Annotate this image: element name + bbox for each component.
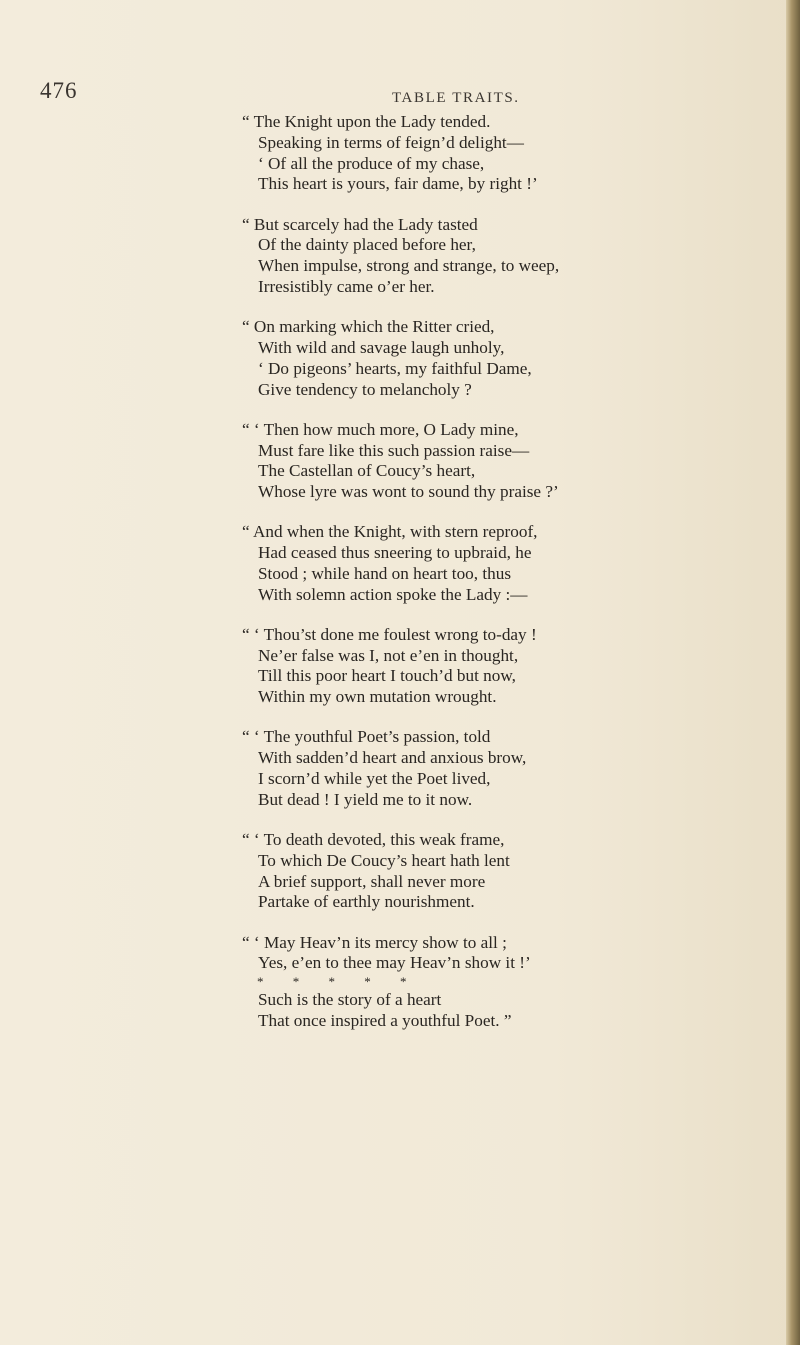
poem-line: Irresistibly came o’er her. — [258, 276, 435, 296]
poem-line: “ And when the Knight, with stern reproof, — [242, 522, 538, 542]
stanza-4 — [0, 420, 790, 503]
poem-line: Within my own mutation wrought. — [258, 687, 497, 707]
poem-line: Whose lyre was wont to sound thy praise ?’ — [258, 482, 559, 502]
stanza-5 — [0, 522, 790, 605]
stanza-7 — [0, 727, 790, 810]
page-binding-edge — [786, 0, 800, 1345]
poem-line: That once inspired a youthful Poet. ” — [258, 1011, 512, 1031]
poem-line: With wild and savage laugh unholy, — [258, 337, 505, 357]
poem-line: Give tendency to melancholy ? — [258, 379, 472, 399]
poem-line: “ ‘ To death devoted, this weak frame, — [242, 830, 505, 850]
poem-line: When impulse, strong and strange, to weep, — [258, 256, 560, 276]
poem-line: This heart is yours, fair dame, by right !’ — [258, 174, 538, 194]
poem-line: “ ‘ Thou’st done me foulest wrong to-day ! — [242, 624, 537, 644]
poem-line: With solemn action spoke the Lady :— — [258, 584, 528, 604]
stanza-9 — [0, 933, 790, 975]
poem-line: Speaking in terms of feign’d delight— — [258, 132, 524, 152]
poem-line: With sadden’d heart and anxious brow, — [258, 748, 527, 768]
page-header — [0, 78, 790, 108]
poem-line: Stood ; while hand on heart too, thus — [258, 563, 512, 583]
stanza-6 — [0, 625, 790, 708]
poem-line: Must fare like this such passion raise— — [258, 440, 530, 460]
poem-line: “ But scarcely had the Lady tasted — [242, 214, 478, 234]
poem-line: I scorn’d while yet the Poet lived, — [258, 769, 491, 789]
poem-line: Ne’er false was I, not e’en in thought, — [258, 645, 519, 665]
poem-line: Till this poor heart I touch’d but now, — [258, 666, 516, 686]
poem-line: “ On marking which the Ritter cried, — [242, 317, 495, 337]
running-head: TABLE TRAITS. — [392, 90, 520, 106]
poem-line: Had ceased thus sneering to upbraid, he — [258, 543, 532, 563]
asterism-divider: * * * * * — [257, 974, 407, 990]
poem-line: Partake of earthly nourishment. — [258, 892, 475, 912]
poem-line: To which De Coucy’s heart hath lent — [258, 850, 510, 870]
poem-line: “ ‘ Then how much more, O Lady mine, — [242, 419, 519, 439]
poem-line: Of the dainty placed before her, — [258, 235, 476, 255]
stanza-2 — [0, 215, 790, 298]
poem-line: ‘ Do pigeons’ hearts, my faithful Dame, — [258, 358, 532, 378]
page-number: 476 — [40, 78, 78, 103]
stanza-1 — [0, 112, 790, 195]
poem-line: “ The Knight upon the Lady tended. — [242, 112, 491, 131]
stanza-8 — [0, 830, 790, 913]
poem-line: ‘ Of all the produce of my chase, — [258, 153, 485, 173]
poem-line: The Castellan of Coucy’s heart, — [258, 461, 476, 481]
stanza-3 — [0, 317, 790, 400]
poem-line: Such is the story of a heart — [258, 990, 442, 1010]
poem-line: Yes, e’en to thee may Heav’n show it !’ — [258, 953, 531, 973]
poem-line: “ ‘ The youthful Poet’s passion, told — [242, 727, 491, 747]
poem-line: “ ‘ May Heav’n its mercy show to all ; — [242, 932, 507, 952]
poem-line: But dead ! I yield me to it now. — [258, 789, 473, 809]
closing-stanza — [0, 990, 790, 1032]
poem — [0, 112, 790, 1051]
poem-line: A brief support, shall never more — [258, 871, 486, 891]
